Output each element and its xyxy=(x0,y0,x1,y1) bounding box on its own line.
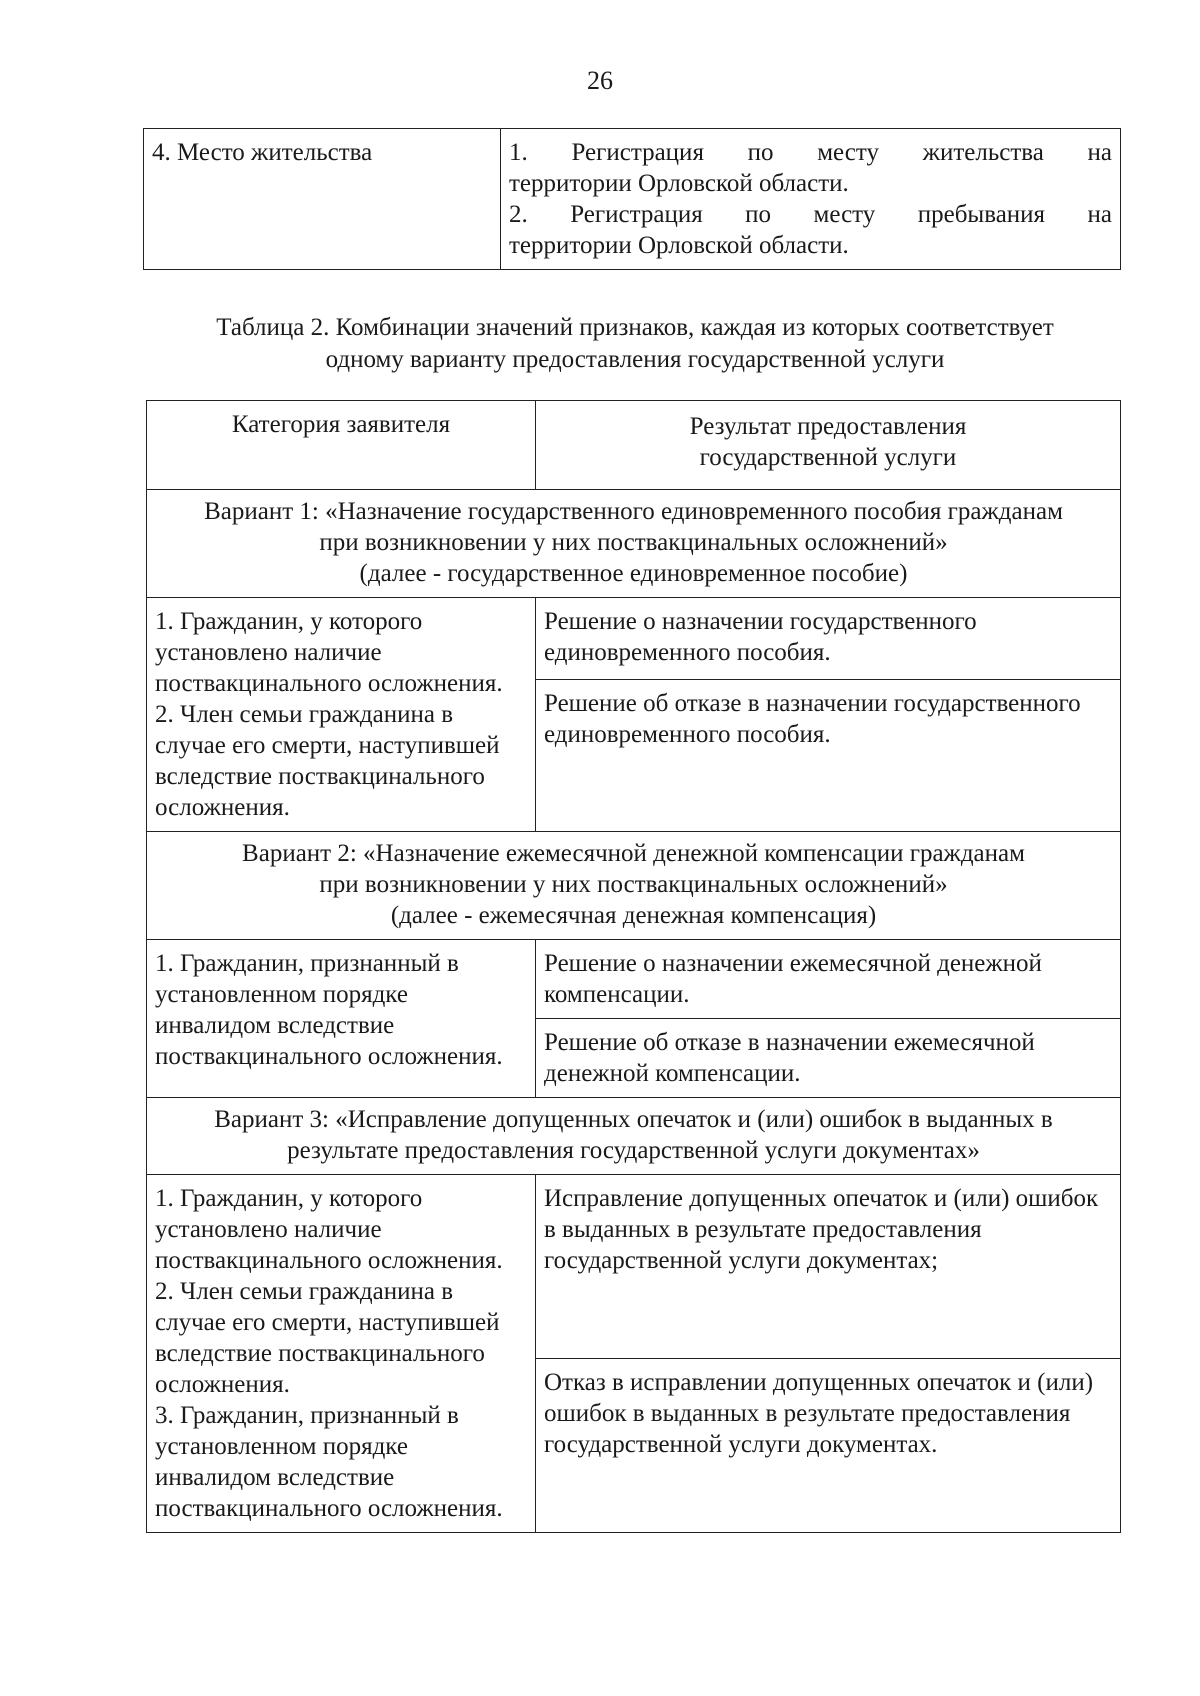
variant-3-result-correct: Исправление допущенных опечаток и (или) ошибок в выданных в результате предоставления государственной услуги документах; xyxy=(536,1175,1121,1359)
header-applicant-category: Категория заявителя xyxy=(147,401,536,490)
list-item: территории Орловской области. xyxy=(509,170,849,197)
table-row xyxy=(144,129,1121,270)
table-caption xyxy=(150,312,1120,376)
table-row xyxy=(147,1175,1121,1359)
variant-2-result-approve: Решение о назначении ежемесячной денежной компенсации. xyxy=(536,940,1121,1019)
variant-2-applicants: 1. Гражданин, признанный в установленном порядке инвалидом вследствие поствакцинального осложнения. xyxy=(147,940,536,1098)
variant-2-title: Вариант 2: «Назначение ежемесячной денежной компенсации гражданам при возникновении у них поствакцинальных осложнений» (далее - ежемесячная денежная компенсация) xyxy=(147,832,1121,940)
table-row xyxy=(147,598,1121,680)
variant-3-result-refuse: Отказ в исправлении допущенных опечаток и (или) ошибок в выданных в результате предоставления государственной услуги документах. xyxy=(536,1359,1121,1533)
caption-line: одному варианту предоставления государственной услуги xyxy=(325,346,945,373)
variant-row xyxy=(147,490,1121,598)
list-item: 1. Регистрация по месту жительства на xyxy=(509,139,1112,166)
criterion-values xyxy=(501,129,1121,270)
header-result: Результат предоставления государственной услуги xyxy=(536,401,1121,490)
list-item: территории Орловской области. xyxy=(509,232,849,259)
variant-2-result-refuse: Решение об отказе в назначении ежемесячной денежной компенсации. xyxy=(536,1019,1121,1098)
variants-table xyxy=(146,400,1121,1533)
variant-1-result-approve: Решение о назначении государственного единовременного пособия. xyxy=(536,598,1121,680)
criterion-label: 4. Место жительства xyxy=(144,129,501,270)
variant-1-applicants: 1. Гражданин, у которого установлено наличие поствакцинального осложнения. 2. Член семьи гражданина в случае его смерти, наступившей вследствие поствакцинального осложнения. xyxy=(147,598,536,832)
table-row xyxy=(147,940,1121,1019)
list-item: 2. Регистрация по месту пребывания на xyxy=(509,201,1112,228)
variant-1-result-refuse: Решение об отказе в назначении государственного единовременного пособия. xyxy=(536,679,1121,831)
caption-line: Таблица 2. Комбинации значений признаков, каждая из которых соответствует xyxy=(216,314,1054,341)
variant-1-title: Вариант 1: «Назначение государственного единовременного пособия гражданам при возникновении у них поствакцинальных осложнений» (далее - государственное единовременное пособие) xyxy=(147,490,1121,598)
variant-3-applicants: 1. Гражданин, у которого установлено наличие поствакцинального осложнения. 2. Член семьи гражданина в случае его смерти, наступившей вследствие поствакцинального осложнения. 3. Гражданин, признанный в установленном порядке инвалидом вследствие поствакцинального осложнения. xyxy=(147,1175,536,1533)
variant-3-title: Вариант 3: «Исправление допущенных опечаток и (или) ошибок в выданных в результате предоставления государственной услуги документах» xyxy=(147,1098,1121,1175)
criteria-table xyxy=(143,128,1121,270)
variant-row xyxy=(147,1098,1121,1175)
variant-row xyxy=(147,832,1121,940)
header-row xyxy=(147,401,1121,490)
page-number: 26 xyxy=(587,66,613,95)
